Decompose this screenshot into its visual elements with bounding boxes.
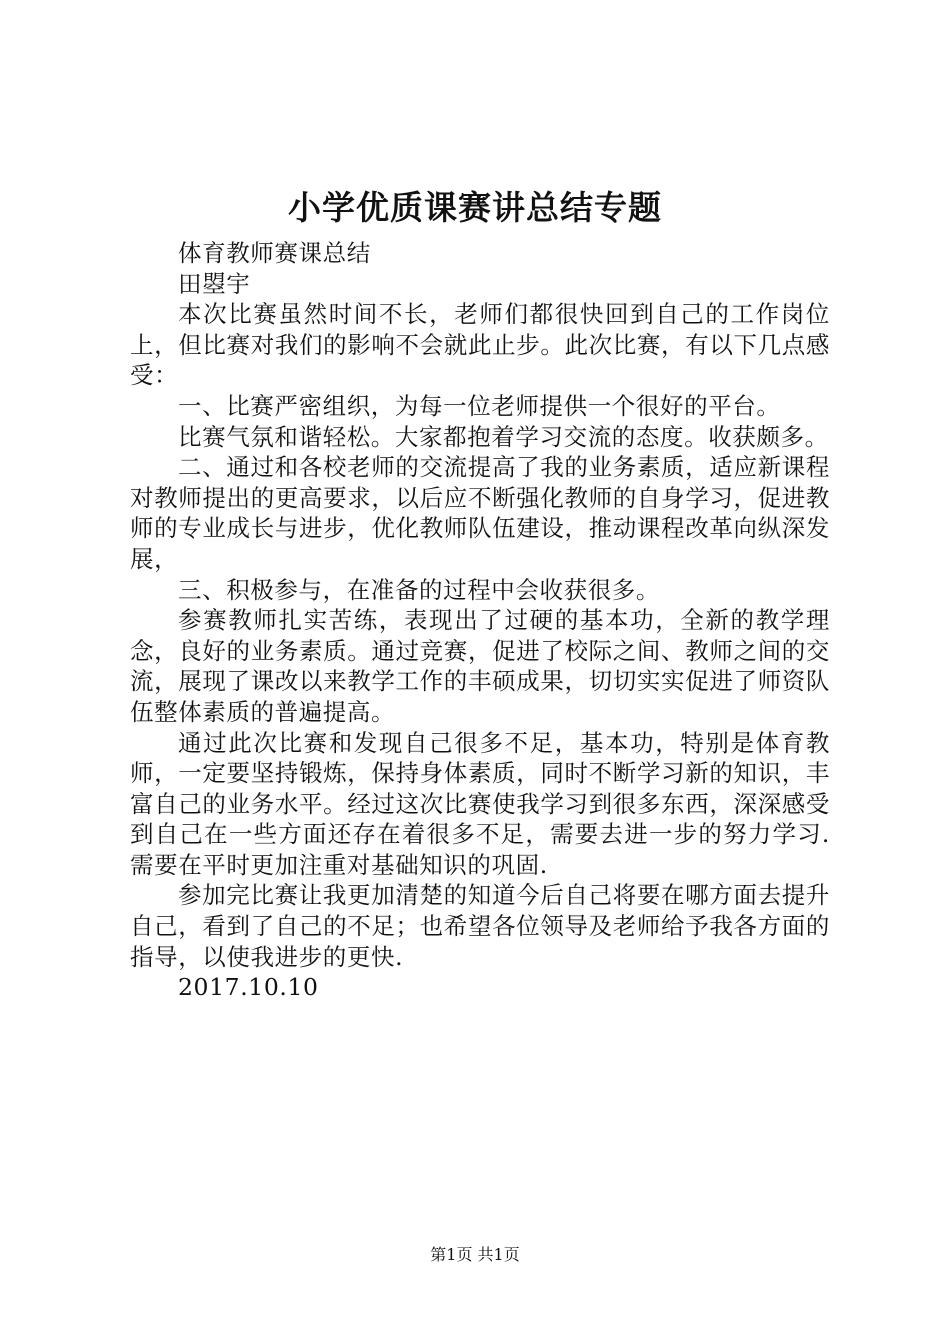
body-paragraph: 通过此次比赛和发现自己很多不足，基本功，特别是体育教师，一定要坚持锻炼，保持身体素质，同时不断学习新的知识，丰富自己的业务水平。经过这次比赛使我学习到很多东西，深深感受到自己在一些方面还存在着很多不足，需要去进一步的努力学习.需要在平时更加注重对基础知识的巩固. <box>130 728 830 879</box>
document-body <box>130 238 830 1003</box>
page-footer: 第1页 共1页 <box>430 1245 520 1264</box>
body-paragraph: 三、积极参与，在准备的过程中会收获很多。 <box>178 575 660 604</box>
body-paragraph: 本次比赛虽然时间不长，老师们都很快回到自己的工作岗位上，但比赛对我们的影响不会就此止步。此次比赛，有以下几点感受： <box>130 300 830 390</box>
body-paragraph: 一、比赛严密组织，为每一位老师提供一个很好的平台。 <box>178 391 781 420</box>
date-paragraph: 2017.10.10 <box>178 973 319 1002</box>
body-paragraph: 参加完比赛让我更加清楚的知道今后自己将要在哪方面去提升自己，看到了自己的不足；也希望各位领导及老师给予我各方面的指导，以使我进步的更快. <box>130 881 830 971</box>
body-paragraph: 比赛气氛和谐轻松。大家都抱着学习交流的态度。收获颇多。 <box>178 422 829 451</box>
body-paragraph: 二、通过和各校老师的交流提高了我的业务素质，适应新课程对教师提出的更高要求，以后应不断强化教师的自身学习，促进教师的专业成长与进步，优化教师队伍建设，推动课程改革向纵深发展， <box>130 453 830 573</box>
body-paragraph: 参赛教师扎实苦练，表现出了过硬的基本功，全新的教学理念，良好的业务素质。通过竞赛，促进了校际之间、教师之间的交流，展现了课改以来教学工作的丰硕成果，切切实实促进了师资队伍整体素质的普遍提高。 <box>130 606 830 726</box>
subtitle-paragraph: 体育教师赛课总结 <box>178 239 371 267</box>
document-title: 小学优质课赛讲总结专题 <box>288 188 662 227</box>
author-paragraph: 田曌宇 <box>178 269 251 298</box>
